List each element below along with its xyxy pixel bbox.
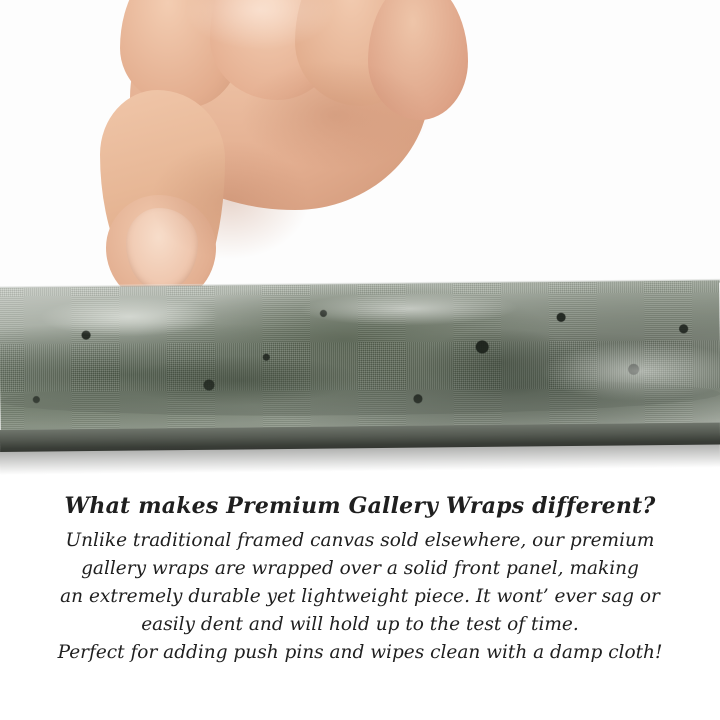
canvas-highlight-3 xyxy=(540,340,720,402)
caption-line-4: easily dent and will hold up to the test of time. xyxy=(141,613,579,635)
hand-pressing-thumb xyxy=(90,0,470,292)
hand-shadow-lower xyxy=(150,140,310,260)
canvas-shadow-2 xyxy=(420,327,581,399)
canvas-highlight-1 xyxy=(39,296,219,338)
canvas-highlight-2 xyxy=(299,291,519,327)
caption-line-1: Unlike traditional framed canvas sold elsewhere, our premium xyxy=(65,529,655,551)
canvas-shadow-1 xyxy=(120,354,361,407)
caption-line-5: Perfect for adding push pins and wipes clean with a damp cloth! xyxy=(57,642,663,664)
caption-heading: What makes Premium Gallery Wraps different? xyxy=(64,493,656,519)
canvas-lower-gradient xyxy=(0,375,720,419)
caption-line-2: gallery wraps are wrapped over a solid front panel, making xyxy=(81,557,639,579)
caption-line-3: an extremely durable yet lightweight piece. It wont’ ever sag or xyxy=(60,585,660,607)
caption-body xyxy=(0,527,720,668)
caption-block xyxy=(0,492,720,667)
photo-top-area xyxy=(0,0,720,292)
